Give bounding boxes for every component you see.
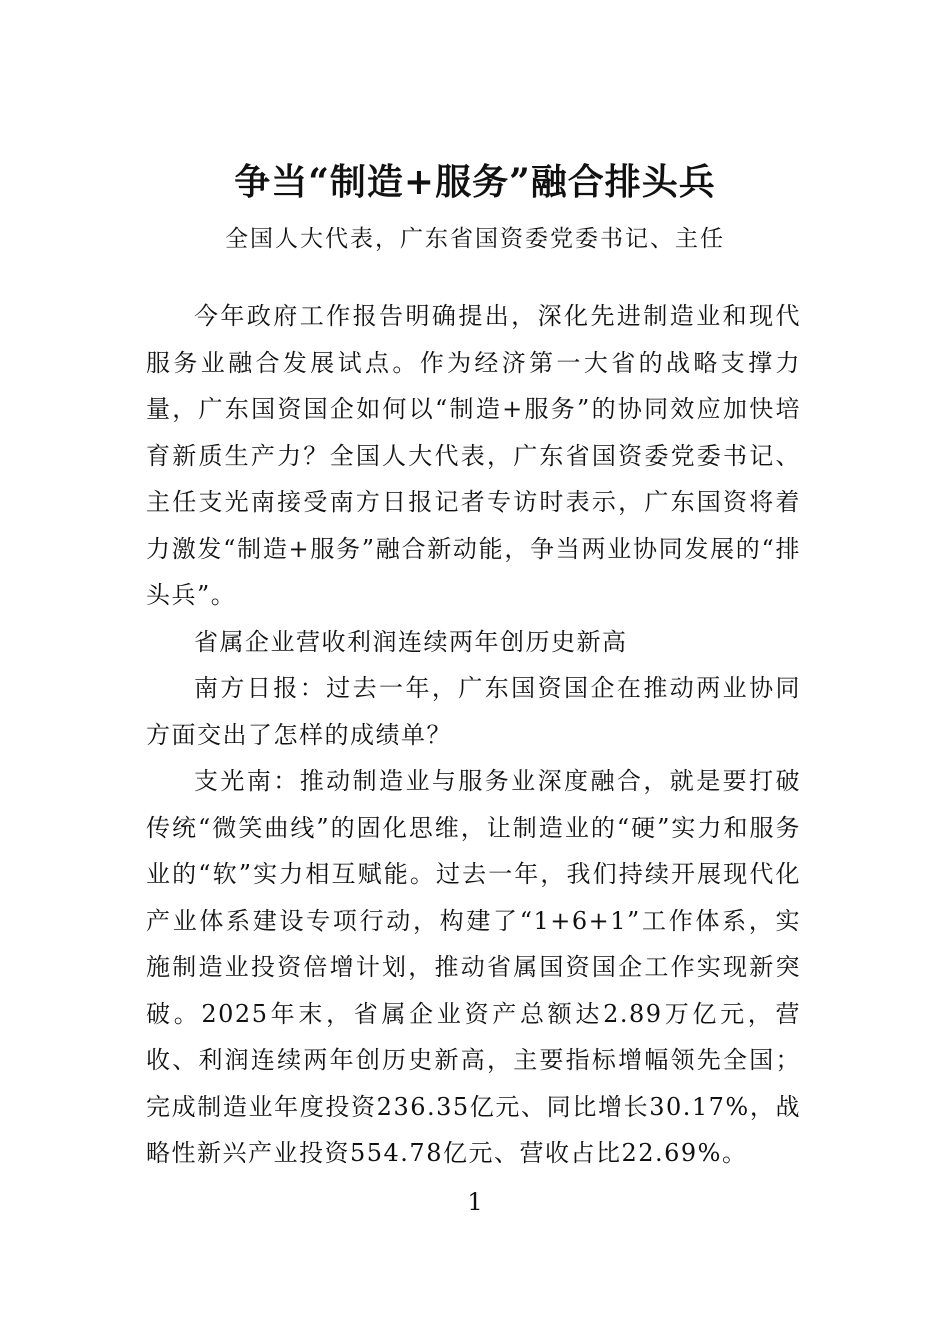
page-subtitle: 全国人大代表，广东省国资委党委书记、主任 xyxy=(225,226,725,252)
paragraph-answer: 支光南：推动制造业与服务业深度融合，就是要打破传统“微笑曲线”的固化思维，让制造业的“硬”实力和服务业的“软”实力相互赋能。过去一年，我们持续开展现代化产业体系建设专项行动，构建了“1+6+1”工作体系，实施制造业投资倍增计划，推动省属国资国企工作实现新突破。2025年末，省属企业资产总额达2.89万亿元，营收、利润连续两年创历史新高，主要指标增幅领先全国；完成制造业年度投资236.35亿元、同比增长30.17%，战略性新兴产业投资554.78亿元、营收占比22.69%。 xyxy=(146,767,801,1167)
page-title: 争当“制造+服务”融合排头兵 xyxy=(234,161,716,203)
page-number: 1 xyxy=(467,1188,483,1216)
article-body xyxy=(146,293,801,1177)
paragraph-intro: 今年政府工作报告明确提出，深化先进制造业和现代服务业融合发展试点。作为经济第一大省的战略支撑力量，广东国资国企如何以“制造+服务”的协同效应加快培育新质生产力？全国人大代表，广东省国资委党委书记、主任支光南接受南方日报记者专访时表示，广东国资将着力激发“制造+服务”融合新动能，争当两业协同发展的“排头兵”。 xyxy=(146,302,801,609)
section-heading: 省属企业营收利润连续两年创历史新高 xyxy=(194,627,628,656)
paragraph-question: 南方日报：过去一年，广东国资国企在推动两业协同方面交出了怎样的成绩单？ xyxy=(146,674,801,749)
